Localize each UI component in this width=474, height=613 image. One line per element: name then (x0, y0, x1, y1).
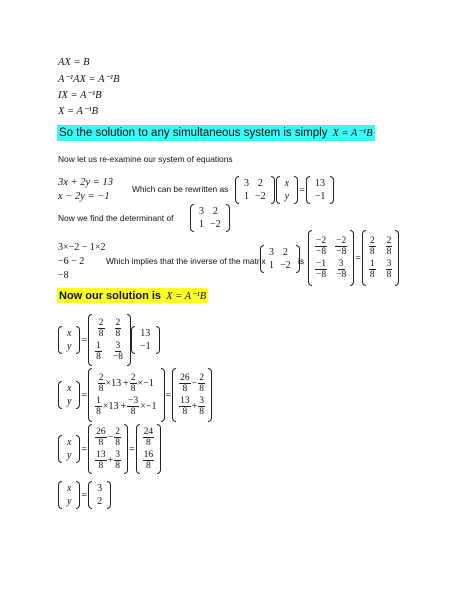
headline-text: So the solution to any simultaneous system is simply (59, 127, 328, 139)
solution-step-1: x y = $\frac{2}{8}$ $\frac{2}{8}$ $\frac{1}{8}$ $\frac{3}{-8}$ 13 −1 (58, 314, 160, 366)
headline-2-formula: X = A⁻¹B (166, 290, 207, 302)
constant-vector: 13 −1 (306, 176, 335, 204)
det-calc-line-1: 3×−2 − 1×2 (58, 242, 106, 253)
derivation-line-4: X = A⁻¹B (58, 106, 99, 117)
reexamine-text: Now let us re-examine our system of equations (58, 154, 233, 164)
derivation-line-1: AX = B (58, 57, 90, 68)
headline-2-text: Now our solution is (59, 289, 162, 302)
inverse-result: $\frac{-2}{-8}$ $\frac{-2}{-8}$ $\frac{-1}{-8}$ $\frac{3}{-8}$ = $\frac{2}{8}$ $\frac{2}{8}$ $\frac{1}{8}$ $\frac{3}{8}$ (308, 230, 399, 286)
inverse-unsimplified: $\frac{-2}{-8}$ $\frac{-2}{-8}$ $\frac{-1}{-8}$ $\frac{3}{-8}$ (308, 230, 354, 286)
determinant-matrix: 3 1 2 −2 (190, 204, 230, 232)
inverse-source-matrix: 3 1 2 −2 (260, 245, 300, 273)
determinant-text: Now we find the determinant of (58, 213, 174, 223)
derivation-line-3: IX = A⁻¹B (58, 90, 102, 101)
det-calc-line-3: −8 (58, 270, 69, 281)
equation-1: 3x + 2y = 13 (58, 177, 113, 188)
headline-our-solution (57, 288, 208, 303)
derivation-line-2: A⁻¹AX = A⁻¹B (58, 74, 120, 85)
solution-step-3: x y = $\frac{26}{8}$ − $\frac{2}{8}$ $\frac{13}{8}$ + $\frac{3}{8}$ = $\frac{24}{8}$ $\frac{16}{8}$ (58, 424, 161, 474)
coefficient-matrix: 3 1 2 −2 (235, 176, 275, 204)
inverse-text: Which implies that the inverse of the matrix (106, 256, 266, 266)
equation-2: x − 2y = −1 (58, 191, 110, 202)
is-text: is (298, 256, 305, 266)
inverse-simplified: $\frac{2}{8}$ $\frac{2}{8}$ $\frac{1}{8}$ $\frac{3}{8}$ (362, 230, 400, 286)
rewrite-text: Which can be rewritten as (132, 184, 229, 194)
solution-final: x y = 3 2 (58, 481, 111, 509)
solution-step-2: x y = $\frac{2}{8}$ ×13 + $\frac{2}{8}$ ×−1 $\frac{1}{8}$ ×13 + $\frac{-3}{8}$ ×−1 = $\frac{26}{8}$ − $\frac{2}{8}$ $\frac{13}{8}$ + $\frac{3}{8}$ (58, 368, 212, 422)
variable-vector: x y (276, 176, 298, 204)
det-calc-line-2: −6 − 2 (58, 256, 85, 267)
matrix-equation: 3 1 2 −2 x y = 13 −1 (235, 176, 334, 204)
headline-formula: X = A⁻¹B (332, 128, 373, 139)
headline-solution-general (57, 125, 375, 141)
